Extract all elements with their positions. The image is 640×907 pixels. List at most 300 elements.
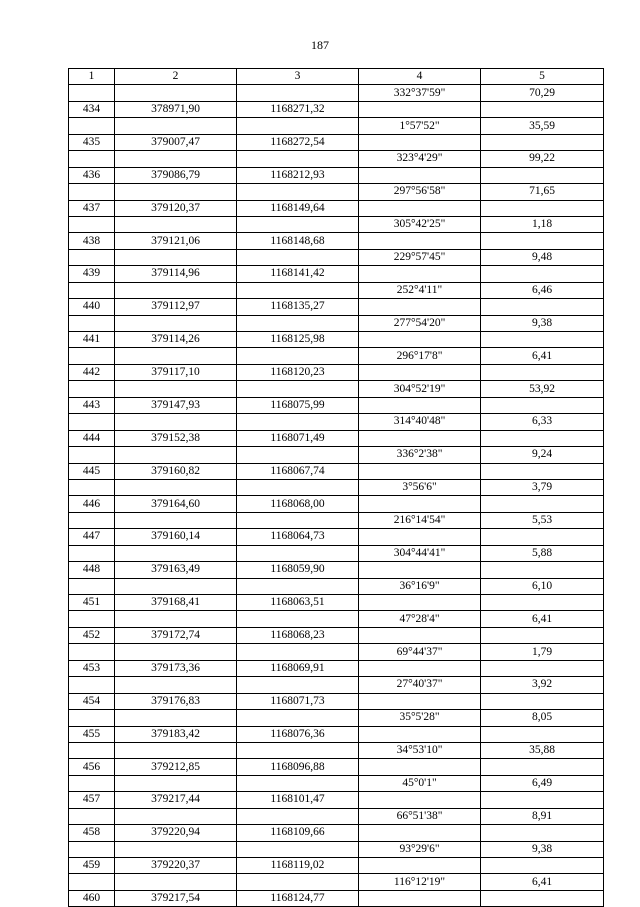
point-number-cell: 445 <box>69 463 115 479</box>
distance-cell <box>481 529 604 545</box>
y-coordinate-cell: 1168272,54 <box>237 134 359 150</box>
table-row <box>69 841 604 857</box>
y-coordinate-cell: 1168101,47 <box>237 792 359 808</box>
y-coordinate-cell <box>237 282 359 298</box>
table-row <box>69 858 604 874</box>
x-coordinate-cell: 379147,93 <box>115 397 237 413</box>
table-row <box>69 381 604 397</box>
distance-cell: 9,48 <box>481 249 604 265</box>
table-row <box>69 479 604 495</box>
y-coordinate-cell <box>237 249 359 265</box>
x-coordinate-cell <box>115 249 237 265</box>
table-row <box>69 693 604 709</box>
direction-angle-cell: 36°16'9" <box>359 578 481 594</box>
y-coordinate-cell: 1168064,73 <box>237 529 359 545</box>
table-row <box>69 233 604 249</box>
point-number-cell: 436 <box>69 167 115 183</box>
point-number-cell: 455 <box>69 726 115 742</box>
table-row <box>69 266 604 282</box>
y-coordinate-cell: 1168059,90 <box>237 562 359 578</box>
point-number-cell: 444 <box>69 430 115 446</box>
y-coordinate-cell <box>237 118 359 134</box>
direction-angle-cell: 216°14'54" <box>359 512 481 528</box>
point-number-cell: 451 <box>69 595 115 611</box>
table-row <box>69 759 604 775</box>
distance-cell: 35,59 <box>481 118 604 134</box>
direction-angle-cell: 69°44'37" <box>359 644 481 660</box>
direction-angle-cell: 304°44'41" <box>359 545 481 561</box>
distance-cell <box>481 332 604 348</box>
x-coordinate-cell <box>115 710 237 726</box>
table-row <box>69 644 604 660</box>
y-coordinate-cell <box>237 447 359 463</box>
y-coordinate-cell: 1168068,00 <box>237 496 359 512</box>
x-coordinate-cell: 379164,60 <box>115 496 237 512</box>
direction-angle-cell: 336°2'38" <box>359 447 481 463</box>
point-number-cell: 441 <box>69 332 115 348</box>
direction-angle-cell: 45°0'1" <box>359 775 481 791</box>
distance-cell: 6,41 <box>481 348 604 364</box>
distance-cell: 8,91 <box>481 808 604 824</box>
direction-angle-cell <box>359 299 481 315</box>
y-coordinate-cell <box>237 841 359 857</box>
distance-cell: 6,41 <box>481 611 604 627</box>
x-coordinate-cell <box>115 118 237 134</box>
direction-angle-cell <box>359 101 481 117</box>
y-coordinate-cell <box>237 874 359 890</box>
distance-cell <box>481 299 604 315</box>
point-number-cell <box>69 677 115 693</box>
direction-angle-cell <box>359 890 481 906</box>
x-coordinate-cell <box>115 414 237 430</box>
table-row <box>69 611 604 627</box>
x-coordinate-cell <box>115 742 237 758</box>
y-coordinate-cell: 1168212,93 <box>237 167 359 183</box>
point-number-cell <box>69 414 115 430</box>
distance-cell: 3,92 <box>481 677 604 693</box>
y-coordinate-cell: 1168069,91 <box>237 660 359 676</box>
direction-angle-cell: 116°12'19" <box>359 874 481 890</box>
point-number-cell: 439 <box>69 266 115 282</box>
x-coordinate-cell: 379160,82 <box>115 463 237 479</box>
x-coordinate-cell: 379086,79 <box>115 167 237 183</box>
direction-angle-cell: 252°4'11" <box>359 282 481 298</box>
direction-angle-cell: 35°5'28" <box>359 710 481 726</box>
x-coordinate-cell: 379217,54 <box>115 890 237 906</box>
y-coordinate-cell <box>237 808 359 824</box>
table-row <box>69 775 604 791</box>
distance-cell <box>481 200 604 216</box>
distance-cell <box>481 364 604 380</box>
x-coordinate-cell: 378971,90 <box>115 101 237 117</box>
table-row <box>69 726 604 742</box>
direction-angle-cell <box>359 332 481 348</box>
y-coordinate-cell: 1168124,77 <box>237 890 359 906</box>
y-coordinate-cell <box>237 151 359 167</box>
point-number-cell: 456 <box>69 759 115 775</box>
distance-cell: 9,38 <box>481 841 604 857</box>
distance-cell: 6,46 <box>481 282 604 298</box>
table-row <box>69 874 604 890</box>
direction-angle-cell <box>359 858 481 874</box>
y-coordinate-cell <box>237 184 359 200</box>
x-coordinate-cell: 379114,26 <box>115 332 237 348</box>
direction-angle-cell <box>359 266 481 282</box>
table-row <box>69 332 604 348</box>
distance-cell <box>481 463 604 479</box>
x-coordinate-cell: 379220,94 <box>115 825 237 841</box>
table-row <box>69 578 604 594</box>
header-cell-4: 4 <box>359 69 481 85</box>
distance-cell: 8,05 <box>481 710 604 726</box>
direction-angle-cell: 323°4'29" <box>359 151 481 167</box>
x-coordinate-cell <box>115 315 237 331</box>
table-row <box>69 545 604 561</box>
x-coordinate-cell <box>115 677 237 693</box>
table-row <box>69 447 604 463</box>
x-coordinate-cell: 379168,41 <box>115 595 237 611</box>
direction-angle-cell <box>359 397 481 413</box>
distance-cell: 6,10 <box>481 578 604 594</box>
direction-angle-cell <box>359 430 481 446</box>
y-coordinate-cell <box>237 348 359 364</box>
y-coordinate-cell <box>237 479 359 495</box>
point-number-cell: 458 <box>69 825 115 841</box>
x-coordinate-cell <box>115 381 237 397</box>
y-coordinate-cell <box>237 742 359 758</box>
point-number-cell: 459 <box>69 858 115 874</box>
table-row <box>69 660 604 676</box>
distance-cell <box>481 397 604 413</box>
distance-cell <box>481 627 604 643</box>
table-row <box>69 282 604 298</box>
direction-angle-cell: 304°52'19" <box>359 381 481 397</box>
direction-angle-cell <box>359 759 481 775</box>
y-coordinate-cell: 1168068,23 <box>237 627 359 643</box>
direction-angle-cell <box>359 660 481 676</box>
x-coordinate-cell: 379114,96 <box>115 266 237 282</box>
distance-cell: 9,38 <box>481 315 604 331</box>
distance-cell <box>481 792 604 808</box>
x-coordinate-cell <box>115 611 237 627</box>
point-number-cell <box>69 151 115 167</box>
distance-cell <box>481 595 604 611</box>
distance-cell: 71,65 <box>481 184 604 200</box>
table-row <box>69 496 604 512</box>
direction-angle-cell: 66°51'38" <box>359 808 481 824</box>
x-coordinate-cell: 379176,83 <box>115 693 237 709</box>
direction-angle-cell <box>359 595 481 611</box>
distance-cell <box>481 562 604 578</box>
header-cell-5: 5 <box>481 69 604 85</box>
x-coordinate-cell <box>115 479 237 495</box>
direction-angle-cell <box>359 562 481 578</box>
y-coordinate-cell <box>237 578 359 594</box>
header-cell-1: 1 <box>69 69 115 85</box>
point-number-cell <box>69 447 115 463</box>
y-coordinate-cell <box>237 710 359 726</box>
direction-angle-cell <box>359 825 481 841</box>
point-number-cell <box>69 874 115 890</box>
table-row <box>69 364 604 380</box>
table-row <box>69 184 604 200</box>
table-row <box>69 677 604 693</box>
distance-cell: 70,29 <box>481 85 604 101</box>
y-coordinate-cell <box>237 315 359 331</box>
point-number-cell <box>69 282 115 298</box>
x-coordinate-cell: 379183,42 <box>115 726 237 742</box>
x-coordinate-cell: 379120,37 <box>115 200 237 216</box>
x-coordinate-cell: 379152,38 <box>115 430 237 446</box>
y-coordinate-cell: 1168063,51 <box>237 595 359 611</box>
y-coordinate-cell <box>237 644 359 660</box>
x-coordinate-cell <box>115 775 237 791</box>
header-cell-3: 3 <box>237 69 359 85</box>
table-row <box>69 627 604 643</box>
direction-angle-cell: 93°29'6" <box>359 841 481 857</box>
y-coordinate-cell: 1168071,73 <box>237 693 359 709</box>
x-coordinate-cell: 379117,10 <box>115 364 237 380</box>
y-coordinate-cell: 1168076,36 <box>237 726 359 742</box>
distance-cell: 1,79 <box>481 644 604 660</box>
distance-cell <box>481 858 604 874</box>
direction-angle-cell <box>359 627 481 643</box>
y-coordinate-cell: 1168119,02 <box>237 858 359 874</box>
direction-angle-cell <box>359 463 481 479</box>
point-number-cell <box>69 578 115 594</box>
table-header-row <box>69 69 604 85</box>
distance-cell: 53,92 <box>481 381 604 397</box>
table-row <box>69 134 604 150</box>
point-number-cell <box>69 118 115 134</box>
y-coordinate-cell <box>237 512 359 528</box>
point-number-cell <box>69 249 115 265</box>
point-number-cell: 443 <box>69 397 115 413</box>
direction-angle-cell <box>359 726 481 742</box>
x-coordinate-cell: 379217,44 <box>115 792 237 808</box>
distance-cell: 6,33 <box>481 414 604 430</box>
point-number-cell <box>69 315 115 331</box>
distance-cell <box>481 890 604 906</box>
x-coordinate-cell: 379212,85 <box>115 759 237 775</box>
x-coordinate-cell <box>115 578 237 594</box>
direction-angle-cell: 1°57'52" <box>359 118 481 134</box>
table-row <box>69 742 604 758</box>
direction-angle-cell: 277°54'20" <box>359 315 481 331</box>
direction-angle-cell: 27°40'37" <box>359 677 481 693</box>
table-row <box>69 299 604 315</box>
point-number-cell: 453 <box>69 660 115 676</box>
y-coordinate-cell <box>237 611 359 627</box>
table-row <box>69 595 604 611</box>
distance-cell <box>481 167 604 183</box>
point-number-cell: 446 <box>69 496 115 512</box>
table-row <box>69 430 604 446</box>
distance-cell <box>481 759 604 775</box>
distance-cell: 1,18 <box>481 216 604 232</box>
y-coordinate-cell <box>237 545 359 561</box>
y-coordinate-cell: 1168271,32 <box>237 101 359 117</box>
table-row <box>69 167 604 183</box>
table-row <box>69 397 604 413</box>
point-number-cell: 448 <box>69 562 115 578</box>
distance-cell: 9,24 <box>481 447 604 463</box>
distance-cell <box>481 233 604 249</box>
y-coordinate-cell: 1168149,64 <box>237 200 359 216</box>
x-coordinate-cell <box>115 874 237 890</box>
header-cell-2: 2 <box>115 69 237 85</box>
point-number-cell <box>69 644 115 660</box>
page-number: 187 <box>311 38 329 52</box>
x-coordinate-cell <box>115 216 237 232</box>
point-number-cell: 452 <box>69 627 115 643</box>
distance-cell <box>481 693 604 709</box>
direction-angle-cell: 47°28'4" <box>359 611 481 627</box>
direction-angle-cell: 3°56'6" <box>359 479 481 495</box>
y-coordinate-cell: 1168141,42 <box>237 266 359 282</box>
x-coordinate-cell <box>115 151 237 167</box>
direction-angle-cell <box>359 233 481 249</box>
distance-cell <box>481 266 604 282</box>
x-coordinate-cell <box>115 808 237 824</box>
x-coordinate-cell <box>115 512 237 528</box>
table-row <box>69 890 604 906</box>
point-number-cell: 434 <box>69 101 115 117</box>
y-coordinate-cell: 1168071,49 <box>237 430 359 446</box>
point-number-cell: 437 <box>69 200 115 216</box>
direction-angle-cell: 296°17'8" <box>359 348 481 364</box>
x-coordinate-cell: 379173,36 <box>115 660 237 676</box>
table-row <box>69 85 604 101</box>
point-number-cell: 457 <box>69 792 115 808</box>
y-coordinate-cell: 1168096,88 <box>237 759 359 775</box>
y-coordinate-cell <box>237 677 359 693</box>
distance-cell <box>481 660 604 676</box>
table-body <box>69 85 604 907</box>
direction-angle-cell <box>359 167 481 183</box>
point-number-cell <box>69 512 115 528</box>
point-number-cell: 438 <box>69 233 115 249</box>
x-coordinate-cell: 379121,06 <box>115 233 237 249</box>
direction-angle-cell: 34°53'10" <box>359 742 481 758</box>
y-coordinate-cell: 1168135,27 <box>237 299 359 315</box>
y-coordinate-cell <box>237 414 359 430</box>
point-number-cell <box>69 85 115 101</box>
x-coordinate-cell <box>115 184 237 200</box>
point-number-cell: 447 <box>69 529 115 545</box>
x-coordinate-cell <box>115 282 237 298</box>
y-coordinate-cell: 1168120,23 <box>237 364 359 380</box>
table-row <box>69 200 604 216</box>
point-number-cell: 442 <box>69 364 115 380</box>
y-coordinate-cell <box>237 216 359 232</box>
y-coordinate-cell: 1168067,74 <box>237 463 359 479</box>
point-number-cell <box>69 216 115 232</box>
point-number-cell <box>69 710 115 726</box>
x-coordinate-cell <box>115 447 237 463</box>
table-row <box>69 529 604 545</box>
direction-angle-cell <box>359 496 481 512</box>
point-number-cell: 435 <box>69 134 115 150</box>
y-coordinate-cell: 1168125,98 <box>237 332 359 348</box>
coordinates-table <box>68 68 604 907</box>
direction-angle-cell: 305°42'25" <box>359 216 481 232</box>
point-number-cell <box>69 348 115 364</box>
distance-cell <box>481 496 604 512</box>
distance-cell: 6,41 <box>481 874 604 890</box>
y-coordinate-cell <box>237 85 359 101</box>
direction-angle-cell <box>359 693 481 709</box>
point-number-cell <box>69 841 115 857</box>
point-number-cell <box>69 381 115 397</box>
point-number-cell <box>69 545 115 561</box>
point-number-cell: 454 <box>69 693 115 709</box>
direction-angle-cell: 297°56'58" <box>359 184 481 200</box>
table-row <box>69 792 604 808</box>
x-coordinate-cell <box>115 841 237 857</box>
point-number-cell: 440 <box>69 299 115 315</box>
direction-angle-cell <box>359 364 481 380</box>
table-row <box>69 348 604 364</box>
table-row <box>69 710 604 726</box>
x-coordinate-cell: 379163,49 <box>115 562 237 578</box>
y-coordinate-cell: 1168109,66 <box>237 825 359 841</box>
x-coordinate-cell: 379160,14 <box>115 529 237 545</box>
distance-cell: 35,88 <box>481 742 604 758</box>
y-coordinate-cell: 1168075,99 <box>237 397 359 413</box>
table-row <box>69 216 604 232</box>
x-coordinate-cell <box>115 644 237 660</box>
table-row <box>69 151 604 167</box>
point-number-cell <box>69 479 115 495</box>
table-row <box>69 463 604 479</box>
distance-cell <box>481 726 604 742</box>
direction-angle-cell <box>359 134 481 150</box>
distance-cell: 5,53 <box>481 512 604 528</box>
point-number-cell <box>69 611 115 627</box>
x-coordinate-cell <box>115 85 237 101</box>
direction-angle-cell: 314°40'48" <box>359 414 481 430</box>
point-number-cell <box>69 775 115 791</box>
table-row <box>69 562 604 578</box>
y-coordinate-cell <box>237 381 359 397</box>
table-row <box>69 101 604 117</box>
distance-cell: 3,79 <box>481 479 604 495</box>
direction-angle-cell: 332°37'59" <box>359 85 481 101</box>
distance-cell <box>481 430 604 446</box>
point-number-cell <box>69 808 115 824</box>
table-row <box>69 118 604 134</box>
table-row <box>69 825 604 841</box>
distance-cell <box>481 101 604 117</box>
distance-cell: 5,88 <box>481 545 604 561</box>
x-coordinate-cell: 379007,47 <box>115 134 237 150</box>
distance-cell: 6,49 <box>481 775 604 791</box>
table-row <box>69 249 604 265</box>
direction-angle-cell <box>359 529 481 545</box>
distance-cell: 99,22 <box>481 151 604 167</box>
x-coordinate-cell: 379220,37 <box>115 858 237 874</box>
x-coordinate-cell: 379112,97 <box>115 299 237 315</box>
direction-angle-cell <box>359 792 481 808</box>
distance-cell <box>481 134 604 150</box>
x-coordinate-cell: 379172,74 <box>115 627 237 643</box>
x-coordinate-cell <box>115 545 237 561</box>
point-number-cell <box>69 184 115 200</box>
table-row <box>69 512 604 528</box>
y-coordinate-cell: 1168148,68 <box>237 233 359 249</box>
table-row <box>69 414 604 430</box>
